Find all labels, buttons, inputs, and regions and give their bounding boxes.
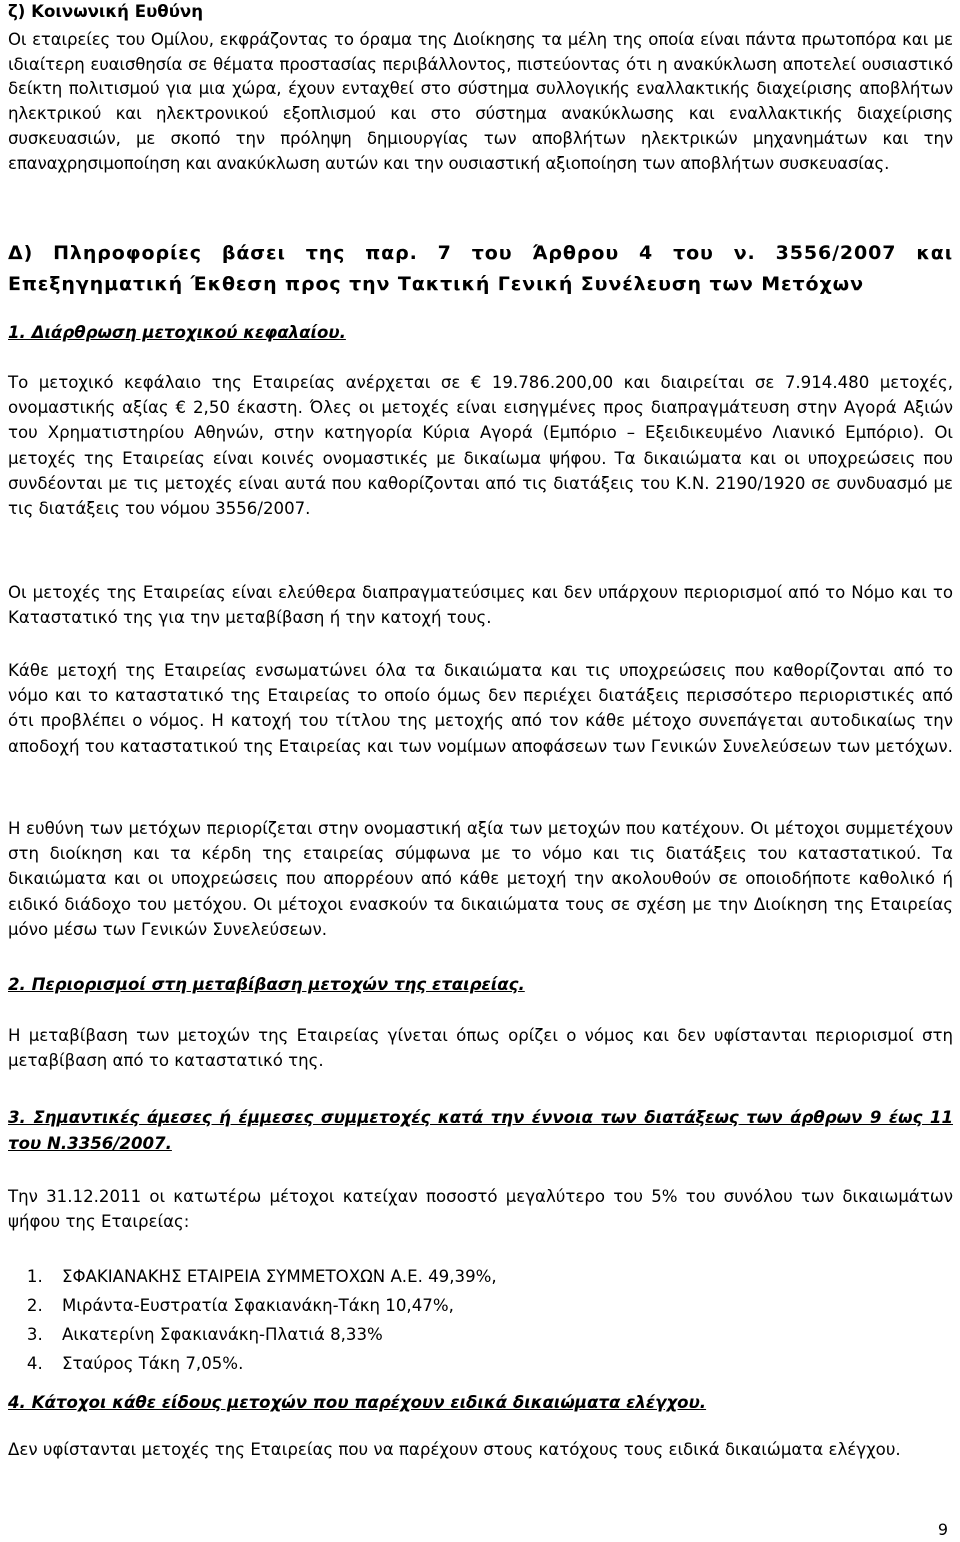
subsection-3-intro: Την 31.12.2011 οι κατωτέρω μέτοχοι κατείχαν ποσοστό μεγαλύτερο του 5% του συνόλου των δικαιωμάτων ψήφου της Εταιρείας: (8, 1187, 953, 1232)
subsection-1-paragraph-3: Κάθε μετοχή της Εταιρείας ενσωματώνει όλα τα δικαιώματα και τις υποχρεώσεις που καθορίζονται από το νόμο και το καταστατικό της Εταιρείας το οποίο όμως δεν περιέχει διατάξεις περισσότερο περιοριστικές από ότι προβλέπει ο νόμος. Η κατοχή του τίτλου της μετοχής από τον κάθε μέτοχο συνεπάγεται αυτοδικαίως την αποδοχή του καταστατικού της Εταιρείας και των νομίμων αποφάσεων των Γενικών Συνελεύσεων των μετόχων. (8, 661, 953, 756)
shareholders-list-wrapper (8, 1262, 953, 1378)
list-item: 3. Αικατερίνη Σφακιανάκη-Πλατιά 8,33% (48, 1320, 953, 1349)
list-item: 4. Σταύρος Τάκη 7,05%. (48, 1349, 953, 1378)
subsection-1-paragraph-1: Το μετοχικό κεφάλαιο της Εταιρείας ανέρχεται σε € 19.786.200,00 και διαιρείται σε 7.914.480 μετοχές, ονομαστικής αξίας € 2,50 έκαστη. Όλες οι μετοχές είναι εισηγμένες προς διαπραγμάτευση στην Αγορά Αξιών του Χρηματιστηρίου Αθηνών, στην κατηγορία Κύρια Αγορά (Εμπόριο – Εξειδικευμένο Λιανικό Εμπόριο). Οι μετοχές της Εταιρείας είναι κοινές ονομαστικές με δικαίωμα ψήφου. Τα δικαιώματα και οι υποχρεώσεις που συνδέονται με τις μετοχές είναι αυτά που καθορίζονται από τις διατάξεις του Κ.Ν. 2190/1920 σε συνδυασμό με τις διατάξεις του νόμου 3556/2007. (8, 373, 953, 519)
shareholders-list (8, 1262, 953, 1378)
subsection-4-paragraph: Δεν υφίστανται μετοχές της Εταιρείας που να παρέχουν στους κατόχους τους ειδικά δικαιώματα ελέγχου. (8, 1440, 901, 1459)
subsection-1-paragraph-2: Οι μετοχές της Εταιρείας είναι ελεύθερα διαπραγματεύσιμες και δεν υπάρχουν περιορισμοί από το Νόμο και το Καταστατικό της για την μεταβίβαση ή την κατοχή τους. (8, 583, 953, 628)
section-z-title: ζ) Κοινωνική Ευθύνη (8, 2, 204, 21)
subsection-1-paragraph-4: Η ευθύνη των μετόχων περιορίζεται στην ονομαστική αξία των μετοχών που κατέχουν. Οι μέτοχοι συμμετέχουν στη διοίκηση και τα κέρδη της εταιρείας σύμφωνα με το νόμο και τις διατάξεις του καταστατικού. Τα δικαιώματα και οι υποχρεώσεις που απορρέουν από κάθε μετοχή την ακολουθούν σε οποιοδήποτε καθολικό ή ειδικό διάδοχο του μετόχου. Οι μέτοχοι ενασκούν τα δικαιώματα τους σε σχέση με την Διοίκηση της Εταιρείας μόνο μέσω των Γενικών Συνελεύσεων. (8, 819, 953, 939)
subsection-3-heading: 3. Σημαντικές άμεσες ή έμμεσες συμμετοχές κατά την έννοια των διατάξεως των άρθρων 9 έως 11 του Ν.3356/2007. (8, 1108, 953, 1153)
list-item: 2. Μιράντα-Ευστρατία Σφακιανάκη-Τάκη 10,47%, (48, 1291, 953, 1320)
subsection-1-heading: 1. Διάρθρωση μετοχικού κεφαλαίου. (8, 323, 346, 342)
page-number: 9 (937, 1520, 948, 1539)
subsection-2-heading: 2. Περιορισμοί στη μεταβίβαση μετοχών της εταιρείας. (8, 975, 525, 994)
list-item: 1. ΣΦΑΚΙΑΝΑΚΗΣ ΕΤΑΙΡΕΙΑ ΣΥΜΜΕΤΟΧΩΝ Α.Ε. 49,39%, (48, 1262, 953, 1291)
section-d-heading: Δ) Πληροφορίες βάσει της παρ. 7 του Άρθρου 4 του ν. 3556/2007 και Επεξηγηματική Έκθεση προς την Τακτική Γενική Συνέλευση των Μετόχων (8, 242, 953, 295)
subsection-2-paragraph: Η μεταβίβαση των μετοχών της Εταιρείας γίνεται όπως ορίζει ο νόμος και δεν υφίστανται περιορισμοί στη μεταβίβαση από το καταστατικό της. (8, 1026, 953, 1071)
section-z-paragraph: Οι εταιρείες του Ομίλου, εκφράζοντας το όραμα της Διοίκησης τα μέλη της οποία είναι πάντα πρωτοπόρα και με ιδιαίτερη ευαισθησία σε θέματα προστασίας περιβάλλοντος, πιστεύοντας ότι η ανακύκλωση αποτελεί ουσιαστικό δείκτη πολιτισμού για μια χώρα, έχουν ενταχθεί στο σύστημα συλλογικής εναλλακτικής διαχείρισης αποβλήτων ηλεκτρικού και ηλεκτρονικού εξοπλισμού και στο σύστημα ανακύκλωσης και εναλλακτικής διαχείρισης συσκευασιών, με σκοπό την πρόληψη δημιουργίας των αποβλήτων ηλεκτρικών μηχανημάτων και την επαναχρησιμοποίηση και ανακύκλωση αυτών και την ουσιαστική αξιοποίηση των αποβλήτων συσκευασίας. (8, 30, 953, 173)
subsection-4-heading: 4. Κάτοχοι κάθε είδους μετοχών που παρέχουν ειδικά δικαιώματα ελέγχου. (8, 1393, 707, 1412)
